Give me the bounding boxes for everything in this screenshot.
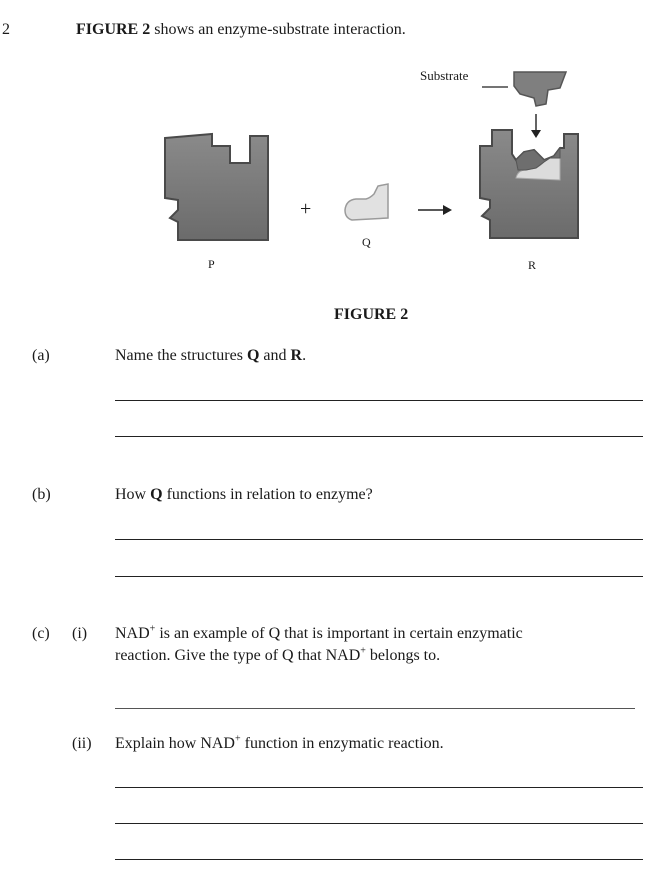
label-q: Q (362, 235, 371, 249)
answer-line-a2[interactable] (115, 436, 643, 437)
nad-superscript-2: + (360, 645, 366, 657)
nad-superscript-3: + (234, 733, 241, 745)
part-c-i-line1 (115, 624, 523, 644)
enzyme-figure (0, 50, 647, 290)
plus-sign: + (300, 198, 312, 220)
part-c-ii-text: Explain how NAD (115, 735, 235, 752)
part-a-and: and (259, 347, 291, 364)
answer-line-b2[interactable] (115, 576, 643, 577)
part-c-i-line2 (115, 646, 440, 666)
enzyme-r-shape (480, 130, 578, 238)
substrate-label: Substrate (420, 68, 469, 83)
answer-line-b1[interactable] (115, 539, 643, 540)
part-b-text: How (115, 486, 151, 503)
nad-superscript: + (149, 623, 156, 635)
part-c-i-line1-rest: is an example of Q that is important in certain enzymatic (155, 625, 523, 642)
part-c-i-label: (i) (72, 625, 88, 642)
enzyme-p-shape (165, 134, 268, 240)
part-b-label: (b) (32, 486, 51, 503)
part-b-rest: functions in relation to enzyme? (162, 486, 373, 503)
figure-drawing (0, 50, 647, 290)
part-a-period: . (302, 347, 307, 364)
answer-line-cii2[interactable] (115, 823, 643, 824)
part-c-label: (c) (32, 625, 50, 642)
answer-line-a1[interactable] (115, 400, 643, 401)
part-a-question (115, 346, 306, 366)
part-c-ii-rest: function in enzymatic reaction. (240, 735, 444, 752)
part-c-ii-label: (ii) (72, 735, 92, 752)
part-a-text: Name the structures (115, 347, 247, 364)
label-r: R (528, 258, 537, 272)
label-p: P (208, 257, 215, 271)
question-number: 2 (2, 21, 10, 38)
part-b-question (115, 485, 373, 505)
question-intro (76, 20, 406, 40)
part-a-q: Q (246, 347, 260, 364)
figure-ref: FIGURE 2 (76, 21, 151, 38)
cofactor-q-shape (345, 184, 388, 220)
nad-text: NAD (115, 625, 150, 642)
answer-line-cii1[interactable] (115, 787, 643, 788)
part-b-q: Q (150, 486, 163, 503)
part-a-r: R (290, 347, 303, 364)
substrate-shape (514, 72, 566, 106)
part-c-i-line2-rest: belongs to. (365, 647, 441, 664)
answer-line-cii3[interactable] (115, 859, 643, 860)
intro-text: shows an enzyme-substrate interaction. (150, 21, 406, 38)
answer-line-ci[interactable] (115, 708, 635, 709)
figure-caption: FIGURE 2 (334, 306, 409, 323)
part-c-i-line2-text: reaction. Give the type of Q that NAD (115, 647, 361, 664)
part-c-ii-question (115, 734, 444, 754)
part-a-label: (a) (32, 347, 50, 364)
